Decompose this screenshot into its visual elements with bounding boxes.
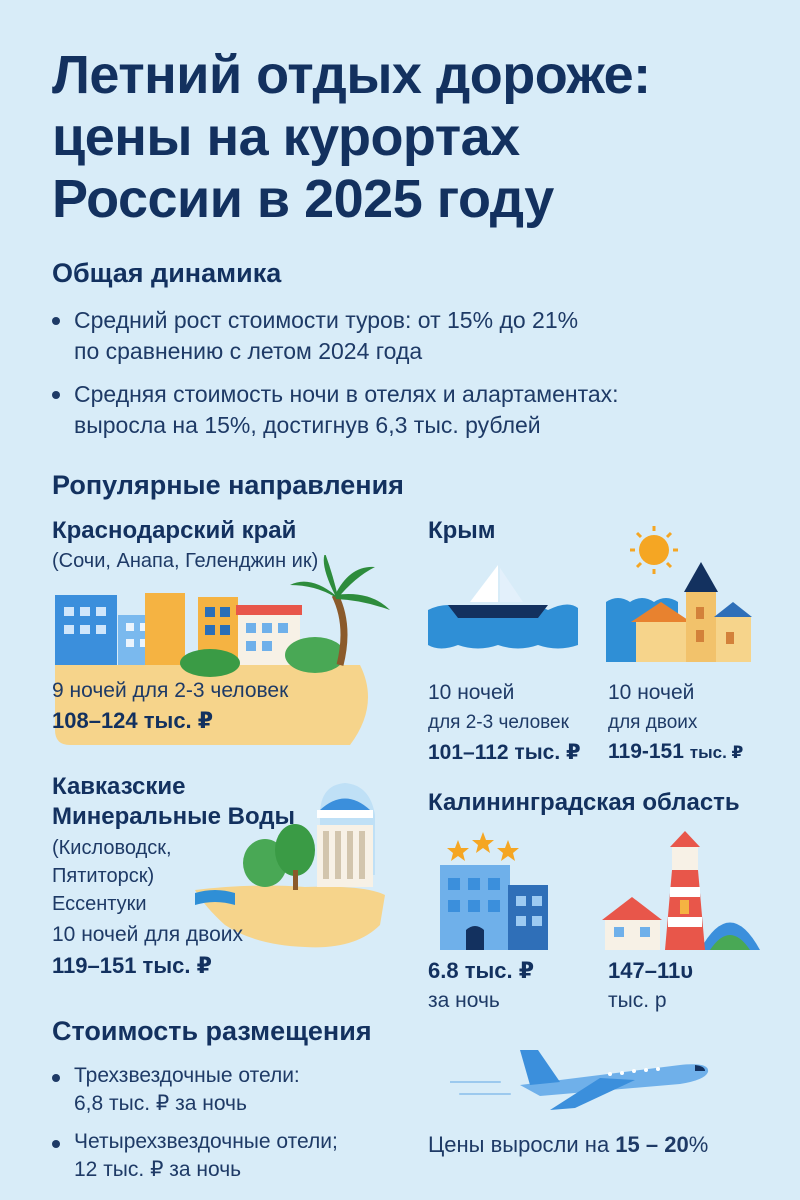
kaliningrad-left-price: 6.8 тыс. ₽ (428, 958, 535, 983)
krasnodar-nights: 9 ночей для 2-3 человек (52, 679, 289, 702)
destinations-heading: Ропулярные направления (52, 470, 404, 500)
crimea-left-nights: 10 ночей (428, 681, 515, 704)
boat-sail-1 (470, 565, 498, 602)
accommodation-bullet-2-line-2: 12 тыс. ₽ за ночь (74, 1158, 242, 1181)
crimea-left-price: 101–112 тыс. ₽ (428, 741, 581, 764)
kaliningrad-right-unit: тыс. р (608, 989, 667, 1012)
crimea-right-price (608, 740, 743, 764)
krasnodar-price: 108–124 тыс. ₽ (52, 708, 214, 733)
speed-lines-icon (450, 1082, 510, 1094)
krasnodar-name: Краснодарский край (52, 517, 297, 544)
crimea-right-price-value: 119-151 (608, 740, 684, 763)
kmv-cities-line-2: Пятиторск) (52, 865, 155, 887)
kmv-nights: 10 ночей для двоих (52, 923, 243, 946)
kaliningrad-name: Калининградская область (428, 789, 740, 816)
dynamics-bullet-1 (52, 305, 772, 367)
sun-icon (639, 535, 669, 565)
kmv-cities-line-1: (Кисловодск, (52, 837, 172, 859)
price-growth-prefix: Цены выросли на (428, 1132, 616, 1157)
airplane-illustration (450, 1040, 720, 1120)
kmv-name-line-2: Минеральные Воды (52, 803, 296, 830)
title-line-2: цены на курортах (52, 107, 520, 167)
page-title (52, 44, 772, 230)
kaliningrad-right-price: 147–11υ (608, 958, 694, 983)
house (605, 920, 660, 950)
crimea-right-nights: 10 ночей (608, 681, 695, 704)
kaliningrad-lighthouse-illustration (600, 825, 760, 955)
crimea-right-price-suffix: тыс. ₽ (689, 743, 744, 762)
bush-2 (285, 637, 345, 673)
accommodation-heading: Стоимость размещения (52, 1016, 372, 1046)
dynamics-bullet-2-line-1: Средняя стоимость ночи в отелях и алартаментах: (74, 381, 619, 407)
dynamics-bullet-1-line-2: по сравнению с летом 2024 года (74, 338, 423, 364)
krasnodar-cities: (Сочи, Анапа, Геленджин ик) (52, 550, 319, 572)
accommodation-bullet-2 (52, 1128, 432, 1184)
accommodation-bullet-1-line-2: 6,8 тыс. ₽ за ночь (74, 1092, 247, 1115)
accommodation-bullet-2-line-1: Четырехзвездочные отели; (74, 1130, 338, 1153)
bush-1 (180, 649, 240, 677)
title-line-3: России в 2025 году (52, 169, 554, 229)
dynamics-heading: Общая динамика (52, 258, 282, 288)
accommodation-list (52, 1062, 432, 1196)
crimea-boat-illustration (428, 560, 588, 660)
stars-icon (447, 832, 519, 861)
dynamics-list (52, 305, 772, 453)
boat-hull (448, 605, 548, 618)
plane-tail (520, 1050, 560, 1085)
crimea-town-illustration (606, 522, 756, 664)
title-line-1: Летний отдых дороже: (52, 45, 651, 105)
dynamics-bullet-2-line-2: выросла на 15%, достигнув 6,3 тыс. рублей (74, 412, 541, 438)
kmv-name-line-1: Кавказские (52, 773, 186, 800)
kmv-cities (52, 834, 172, 918)
dynamics-bullet-1-line-1: Средний рост стоимости туров: от 15% до 21% (74, 307, 579, 333)
price-growth-text (428, 1130, 708, 1159)
accommodation-bullet-1 (52, 1062, 432, 1118)
price-growth-value: 15 – 20 (615, 1132, 689, 1157)
kaliningrad-left-unit: за ночь (428, 989, 500, 1012)
crimea-right-people: для двоих (608, 712, 698, 733)
crimea-left-people: для 2-3 человек (428, 712, 569, 733)
price-growth-suffix: % (688, 1132, 709, 1157)
dynamics-bullet-2 (52, 379, 772, 441)
kmv-cities-line-3: Ессентуки (52, 893, 147, 915)
building-3 (145, 593, 185, 665)
boat-sail-2 (500, 568, 523, 602)
crimea-name: Крым (428, 517, 496, 544)
accommodation-bullet-1-line-1: Трехзвездочные отели: (74, 1064, 300, 1087)
tower (686, 592, 716, 662)
tree-2 (275, 824, 315, 876)
kaliningrad-hotel-illustration (428, 830, 558, 955)
kmv-price: 119–151 тыс. ₽ (52, 953, 212, 978)
